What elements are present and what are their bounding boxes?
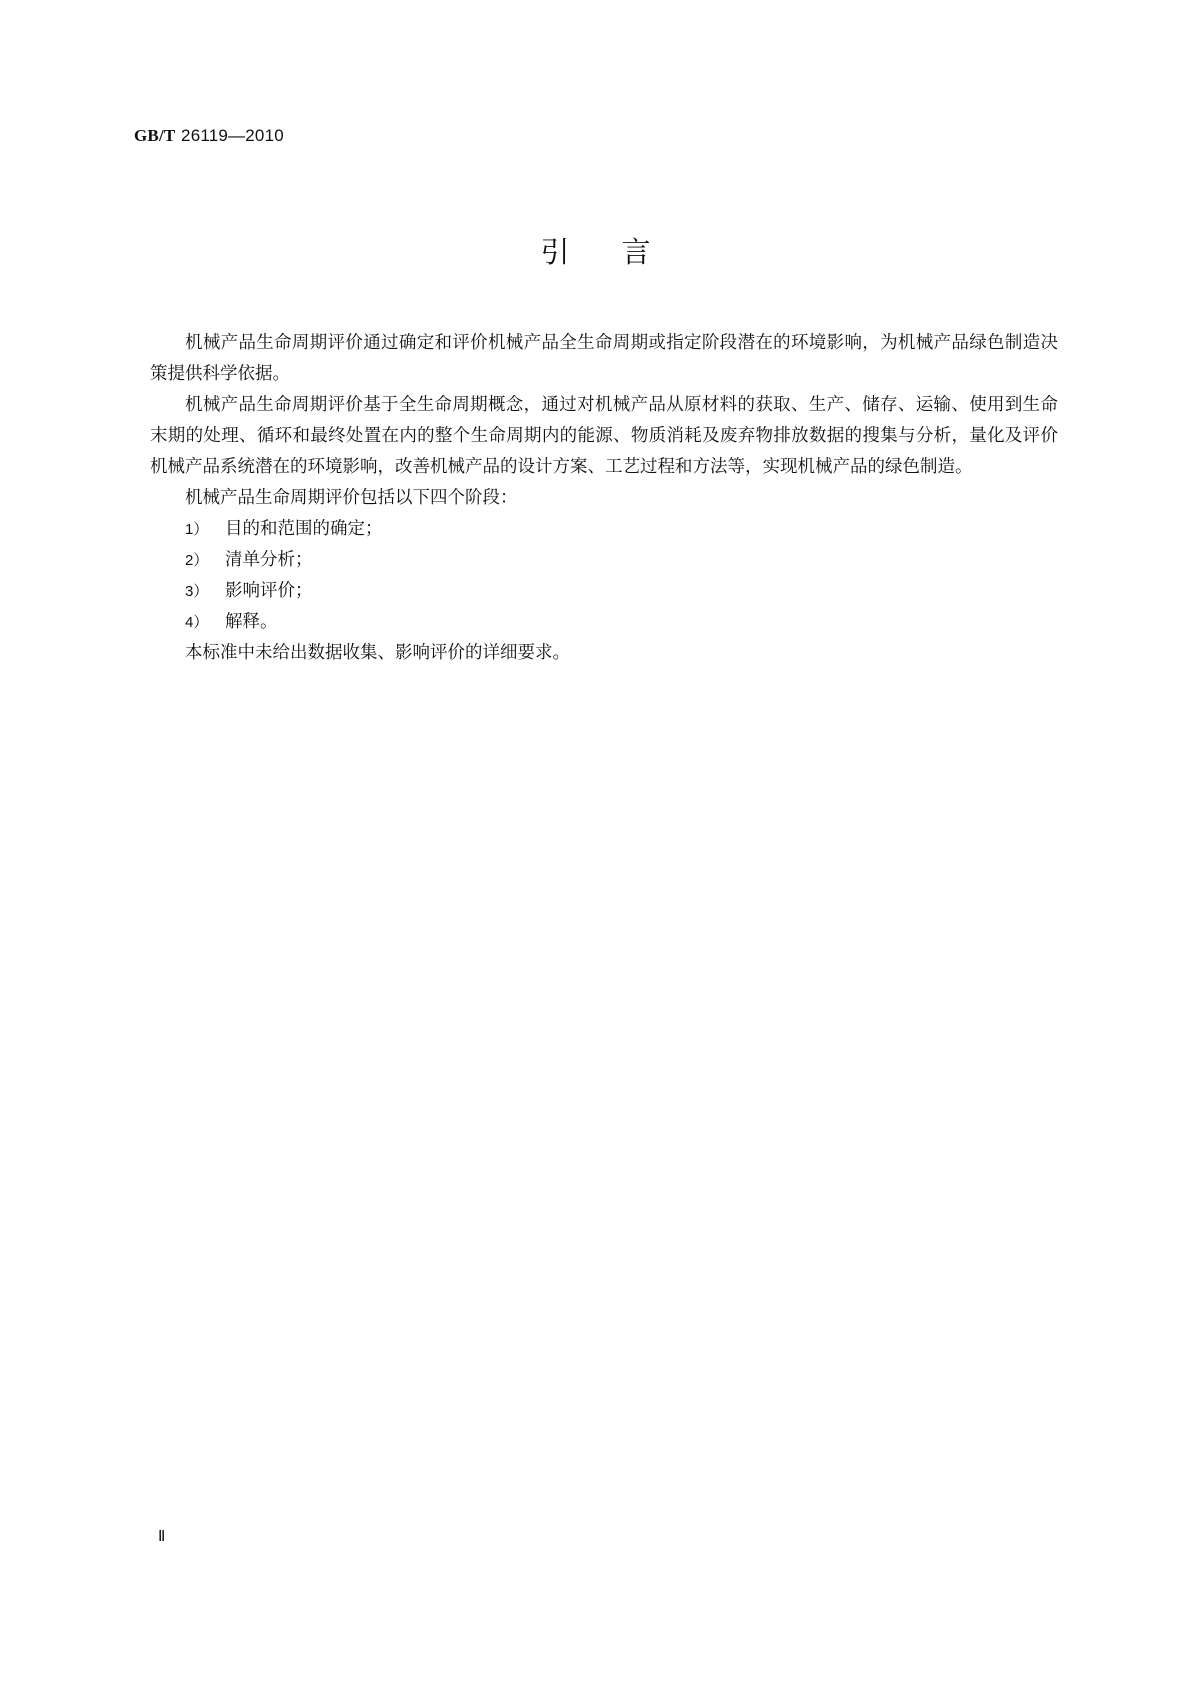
list-item-number: 3） <box>185 583 209 600</box>
list-item-number: 4） <box>185 614 209 631</box>
standard-code <box>134 126 284 146</box>
list-item <box>150 545 1058 576</box>
list-item <box>150 607 1058 638</box>
list-item-text: 解释。 <box>225 612 278 632</box>
paragraph: 机械产品生命周期评价包括以下四个阶段： <box>185 488 518 508</box>
list-item-text: 目的和范围的确定； <box>225 519 383 539</box>
paragraph: 机械产品生命周期评价通过确定和评价机械产品全生命周期或指定阶段潜在的环境影响，为机械产品绿色制造决策提供科学依据。 <box>150 333 1058 384</box>
list-item-number: 1） <box>185 521 209 538</box>
page-number: Ⅱ <box>158 1529 166 1545</box>
list-item-text: 影响评价； <box>225 581 313 601</box>
list-item-text: 清单分析； <box>225 550 313 570</box>
list-item-number: 2） <box>185 552 209 569</box>
list-item <box>150 576 1058 607</box>
paragraph: 机械产品生命周期评价基于全生命周期概念，通过对机械产品从原材料的获取、生产、储存、运输、使用到生命末期的处理、循环和最终处置在内的整个生命周期内的能源、物质消耗及废弃物排放数据的搜集与分析，量化及评价机械产品系统潜在的环境影响，改善机械产品的设计方案、工艺过程和方法等，实现机械产品的绿色制造。 <box>150 395 1058 477</box>
document-body <box>150 328 1058 669</box>
standard-prefix: GB/T <box>134 126 176 145</box>
standard-number: 26119—2010 <box>181 126 284 145</box>
page-title: 引言 <box>540 235 703 269</box>
closing-paragraph: 本标准中未给出数据收集、影响评价的详细要求。 <box>185 643 570 663</box>
list-item <box>150 514 1058 545</box>
